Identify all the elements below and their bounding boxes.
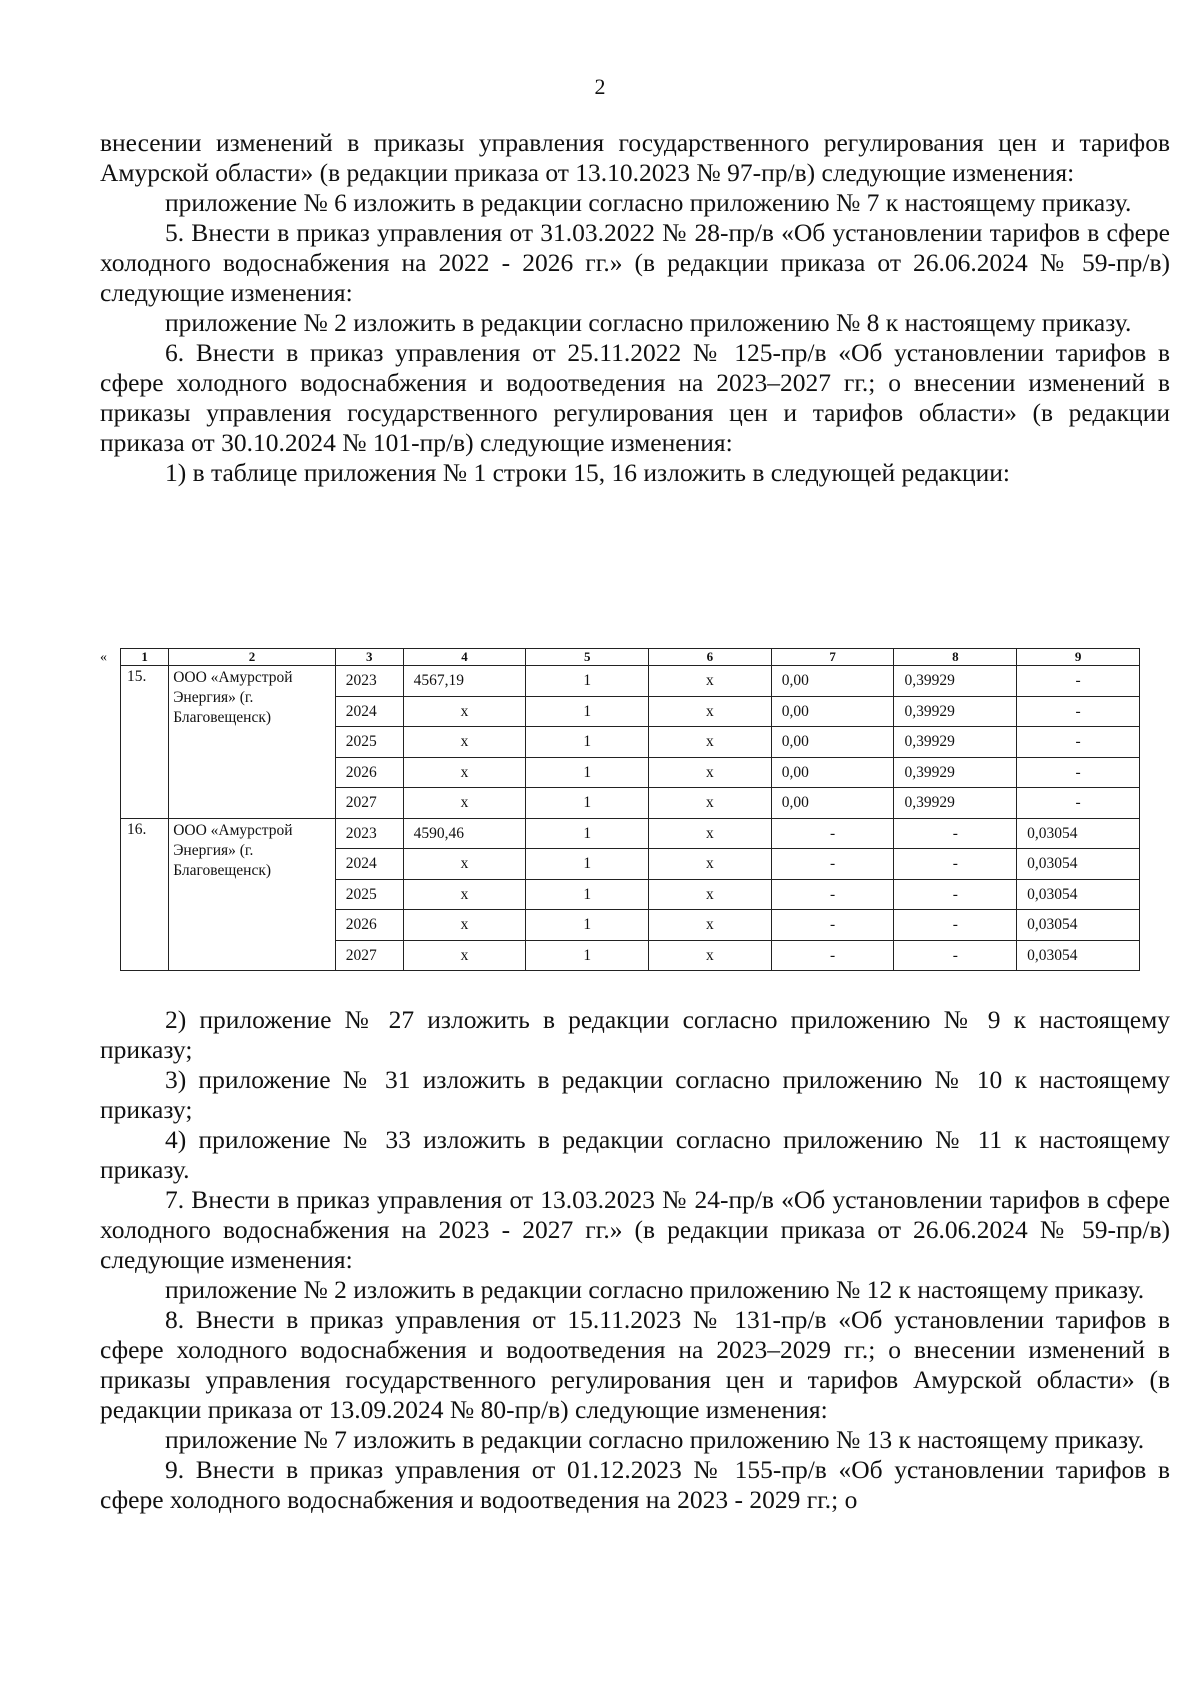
table-cell: 0,03054 (1017, 879, 1140, 910)
header-cell: 8 (894, 649, 1017, 666)
body-text-bottom (100, 1005, 1170, 1515)
page-number: 2 (594, 74, 606, 99)
table-cell: 0,39929 (894, 666, 1017, 697)
paragraph-item-6: 6. Внести в приказ управления от 25.11.2022 № 125-пр/в «Об установлении тарифов в сфере холодного водоснабжения и водоотведения на 2023–2027 гг.; о внесении изменений в приказы управления государственного регулирования цен и тарифов области» (в редакции приказа от 30.10.2024 № 101-пр/в) следующие изменения: (100, 338, 1170, 457)
table-cell: - (894, 940, 1017, 971)
table-cell: 0,03054 (1017, 910, 1140, 941)
table-cell: х (649, 818, 772, 849)
table-cell: 0,39929 (894, 696, 1017, 727)
table-cell: 1 (526, 940, 649, 971)
table-cell: 2027 (335, 940, 403, 971)
table-cell: х (403, 849, 526, 880)
table-cell: 0,03054 (1017, 818, 1140, 849)
table-cell: 0,00 (771, 727, 894, 758)
table-cell: - (1017, 696, 1140, 727)
paragraph-appendix-6: приложение № 6 изложить в редакции согласно приложению № 7 к настоящему приказу. (165, 188, 1132, 217)
table-cell: х (649, 910, 772, 941)
table-cell: 0,00 (771, 788, 894, 819)
table-cell: 1 (526, 849, 649, 880)
table-cell: х (403, 788, 526, 819)
table-cell: 1 (526, 879, 649, 910)
table-cell: 2023 (335, 666, 403, 697)
table-cell: - (1017, 757, 1140, 788)
table-cell: 0,00 (771, 696, 894, 727)
table-cell: 0,03054 (1017, 940, 1140, 971)
table-cell: х (403, 727, 526, 758)
table-cell: х (649, 727, 772, 758)
organization-name: ООО «Амурстрой Энергия» (г. Благовещенск) (169, 818, 336, 971)
paragraph-continuation: внесении изменений в приказы управления государственного регулирования цен и тарифов Амурской области» (в редакции приказа от 13.10.2023 № 97-пр/в) следующие изменения: (100, 128, 1170, 187)
table-cell: 2026 (335, 757, 403, 788)
paragraph-item-8: 8. Внести в приказ управления от 15.11.2023 № 131-пр/в «Об установлении тарифов в сфере холодного водоснабжения и водоотведения на 2023–2029 гг.; о внесении изменений в приказы управления государственного регулирования цен и тарифов Амурской области» (в редакции приказа от 13.09.2024 № 80-пр/в) следующие изменения: (100, 1305, 1170, 1424)
table-cell: 2024 (335, 696, 403, 727)
header-cell: 3 (335, 649, 403, 666)
table-cell: 2023 (335, 818, 403, 849)
paragraph-subitem-4: 4) приложение № 33 изложить в редакции согласно приложению № 11 к настоящему приказу. (100, 1125, 1170, 1184)
paragraph-appendix-2b: приложение № 2 изложить в редакции согласно приложению № 12 к настоящему приказу. (165, 1275, 1145, 1304)
table-cell: 1 (526, 666, 649, 697)
table-cell: х (649, 788, 772, 819)
header-cell: 7 (771, 649, 894, 666)
table-cell: х (403, 696, 526, 727)
header-cell: 1 (121, 649, 169, 666)
table-cell: - (894, 879, 1017, 910)
table-cell: х (649, 849, 772, 880)
paragraph-item-5: 5. Внести в приказ управления от 31.03.2022 № 28-пр/в «Об установлении тарифов в сфере холодного водоснабжения на 2022 - 2026 гг.» (в редакции приказа от 26.06.2024 № 59-пр/в) следующие изменения: (100, 218, 1170, 307)
table-cell: 1 (526, 910, 649, 941)
table-cell: х (649, 666, 772, 697)
paragraph-appendix-7: приложение № 7 изложить в редакции согласно приложению № 13 к настоящему приказу. (165, 1425, 1145, 1454)
table-row (121, 818, 1140, 849)
table-open-quote: « (100, 650, 107, 665)
organization-name: ООО «Амурстрой Энергия» (г. Благовещенск) (169, 666, 336, 819)
table-cell: х (403, 757, 526, 788)
table-cell: - (771, 940, 894, 971)
table-cell: 2025 (335, 727, 403, 758)
table-cell: х (403, 940, 526, 971)
tariff-table-wrapper (120, 648, 1150, 971)
table-cell: 1 (526, 818, 649, 849)
paragraph-subitem-3: 3) приложение № 31 изложить в редакции согласно приложению № 10 к настоящему приказу; (100, 1065, 1170, 1124)
table-cell: 2025 (335, 879, 403, 910)
table-cell: 0,00 (771, 666, 894, 697)
row-number: 16. (121, 818, 169, 971)
table-cell: - (1017, 666, 1140, 697)
table-cell: 2026 (335, 910, 403, 941)
table-cell: - (894, 849, 1017, 880)
table-cell: 4567,19 (403, 666, 526, 697)
table-cell: х (649, 757, 772, 788)
row-number: 15. (121, 666, 169, 819)
table-cell: 0,00 (771, 757, 894, 788)
header-cell: 9 (1017, 649, 1140, 666)
table-cell: х (403, 879, 526, 910)
paragraph-item-7: 7. Внести в приказ управления от 13.03.2023 № 24-пр/в «Об установлении тарифов в сфере холодного водоснабжения на 2023 - 2027 гг.» (в редакции приказа от 26.06.2024 № 59-пр/в) следующие изменения: (100, 1185, 1170, 1274)
table-cell: 1 (526, 696, 649, 727)
paragraph-subitem-1: 1) в таблице приложения № 1 строки 15, 16 изложить в следующей редакции: (165, 458, 1010, 487)
paragraph-subitem-2: 2) приложение № 27 изложить в редакции согласно приложению № 9 к настоящему приказу; (100, 1005, 1170, 1064)
table-cell: - (894, 818, 1017, 849)
paragraph-item-9: 9. Внести в приказ управления от 01.12.2023 № 155-пр/в «Об установлении тарифов в сфере холодного водоснабжения и водоотведения на 2023 - 2029 гг.; о (100, 1455, 1170, 1514)
header-cell: 5 (526, 649, 649, 666)
table-cell: 1 (526, 727, 649, 758)
table-cell: 4590,46 (403, 818, 526, 849)
header-cell: 6 (649, 649, 772, 666)
tariff-table (120, 648, 1140, 971)
table-cell: 0,39929 (894, 757, 1017, 788)
table-cell: 0,39929 (894, 727, 1017, 758)
table-cell: 0,39929 (894, 788, 1017, 819)
table-cell: 1 (526, 757, 649, 788)
paragraph-appendix-2: приложение № 2 изложить в редакции согласно приложению № 8 к настоящему приказу. (165, 308, 1132, 337)
header-cell: 2 (169, 649, 336, 666)
table-header-row (121, 649, 1140, 666)
table-cell: - (771, 818, 894, 849)
table-cell: х (649, 940, 772, 971)
table-cell: х (649, 879, 772, 910)
table-cell: 2024 (335, 849, 403, 880)
table-cell: х (649, 696, 772, 727)
table-cell: - (1017, 788, 1140, 819)
table-cell: 2027 (335, 788, 403, 819)
table-cell: - (771, 879, 894, 910)
table-cell: - (771, 849, 894, 880)
table-row (121, 666, 1140, 697)
header-cell: 4 (403, 649, 526, 666)
table-cell: х (403, 910, 526, 941)
table-cell: - (1017, 727, 1140, 758)
table-cell: 1 (526, 788, 649, 819)
table-cell: 0,03054 (1017, 849, 1140, 880)
table-cell: - (894, 910, 1017, 941)
table-cell: - (771, 910, 894, 941)
body-text-top (100, 128, 1170, 488)
